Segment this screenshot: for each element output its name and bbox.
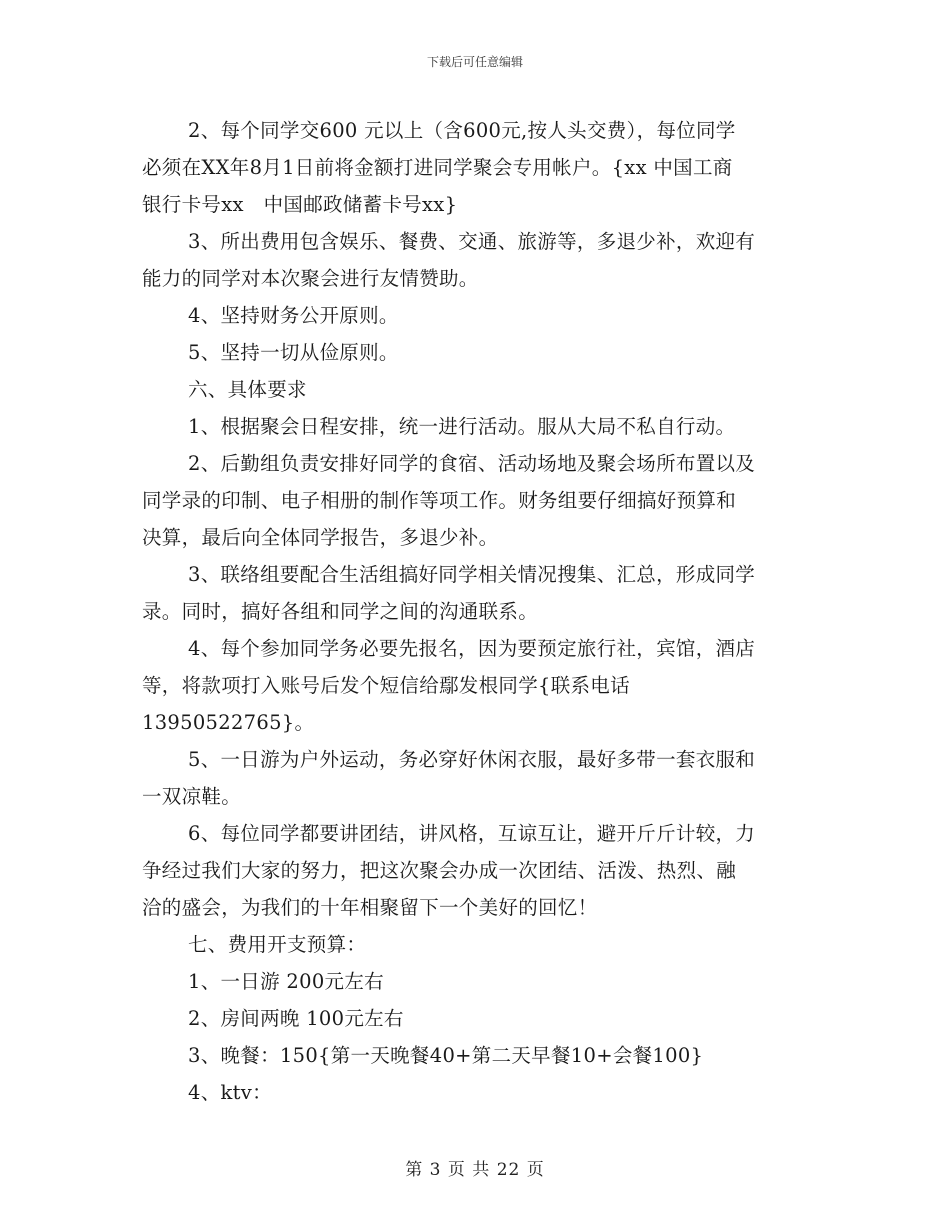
text-line: 争经过我们大家的努力，把这次聚会办成一次团结、活泼、热烈、融 [142,859,737,882]
text-line: 六、具体要求 [188,378,307,401]
text-line: 等，将款项打入账号后发个短信给鄢发根同学{联系电话 [142,674,630,697]
text-line: 13950522765}。 [142,711,315,734]
text-line: 一双凉鞋。 [142,785,242,808]
text-line: 4、每个参加同学务必要先报名，因为要预定旅行社，宾馆，酒店 [188,637,756,660]
page-footer: 第 3 页 共 22 页 [405,1160,545,1180]
text-line: 3、联络组要配合生活组搞好同学相关情况搜集、汇总，形成同学 [188,563,756,586]
text-line: 必须在XX年8月1日前将金额打进同学聚会专用帐户。{xx 中国工商 [142,156,733,179]
text-line: 决算，最后向全体同学报告，多退少补。 [142,526,499,549]
text-line: 5、一日游为户外运动，务必穿好休闲衣服，最好多带一套衣服和 [188,748,756,771]
text-line: 5、坚持一切从俭原则。 [188,341,399,364]
text-line: 录。同时，搞好各组和同学之间的沟通联系。 [142,600,539,623]
text-line: 3、晚餐：150{第一天晚餐40+第二天早餐10+会餐100} [188,1044,704,1067]
text-line: 洽的盛会，为我们的十年相聚留下一个美好的回忆！ [142,896,598,919]
text-line: 2、房间两晚 100元左右 [188,1007,404,1030]
page-header: 下载后可任意编辑 [426,55,523,69]
text-line: 6、每位同学都要讲团结，讲风格，互谅互让，避开斤斤计较，力 [188,822,756,845]
text-line: 1、一日游 200元左右 [188,970,384,993]
text-line: 银行卡号xx 中国邮政储蓄卡号xx} [142,193,458,216]
text-line: 七、费用开支预算： [188,933,367,956]
document-body [142,112,810,1111]
text-line: 2、每个同学交600 元以上（含600元,按人头交费），每位同学 [188,119,736,142]
text-line: 能力的同学对本次聚会进行友情赞助。 [142,267,479,290]
text-line: 4、ktv： [188,1081,272,1104]
text-line: 2、后勤组负责安排好同学的食宿、活动场地及聚会场所布置以及 [188,452,756,475]
text-line: 1、根据聚会日程安排，统一进行活动。服从大局不私自行动。 [188,415,736,438]
text-line: 3、所出费用包含娱乐、餐费、交通、旅游等，多退少补，欢迎有 [188,230,756,253]
text-line: 同学录的印制、电子相册的制作等项工作。财务组要仔细搞好预算和 [142,489,737,512]
text-line: 4、坚持财务公开原则。 [188,304,399,327]
